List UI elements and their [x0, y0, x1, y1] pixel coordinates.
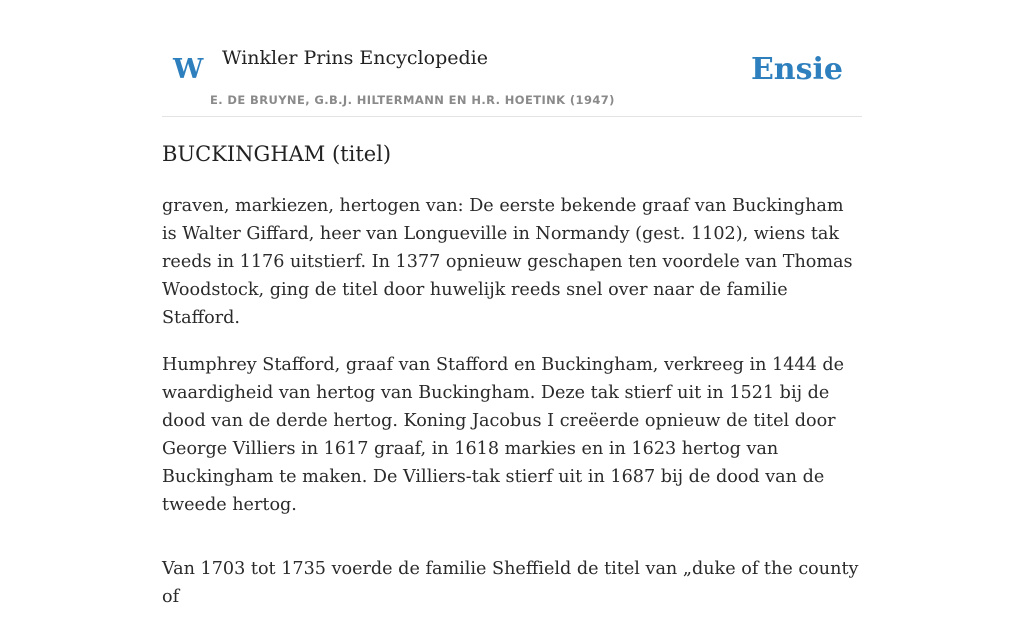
article-paragraph: Humphrey Stafford, graaf van Stafford en Buckingham, verkreeg in 1444 de waardigheid van hertog van Buckingham. Deze tak stierf uit in 1521 bij de dood van de derde hertog. Koning Jacobus I creëerde opnieuw de titel door George Villiers in 1617 graaf, in 1618 markies en in 1623 hertog van Buckingham te maken. De Villiers-tak stierf uit in 1687 bij de dood van de tweede hertog. [162, 355, 845, 515]
winkler-prins-logo[interactable]: W [173, 54, 204, 85]
article-body [162, 138, 862, 630]
source-authors: E. DE BRUYNE, G.B.J. HILTERMANN EN H.R. HOETINK (1947) [210, 93, 615, 107]
site-header [162, 40, 862, 117]
ensie-logo-link[interactable]: Ensie [750, 52, 843, 87]
article-paragraph: graven, markiezen, hertogen van: De eerste bekende graaf van Buckingham is Walter Giffard, heer van Longueville in Normandy (gest. 1102), wiens tak reeds in 1176 uitstierf. In 1377 opnieuw geschapen ten voordele van Thomas Woodstock, ging de titel door huwelijk reeds snel over naar de familie Stafford. [162, 196, 853, 328]
source-title-link[interactable]: Winkler Prins Encyclopedie [222, 47, 488, 69]
article-title: BUCKINGHAM (titel) [162, 142, 392, 166]
article-paragraph: Van 1703 tot 1735 voerde de familie Sheffield de titel van „duke of the county of [162, 559, 859, 607]
